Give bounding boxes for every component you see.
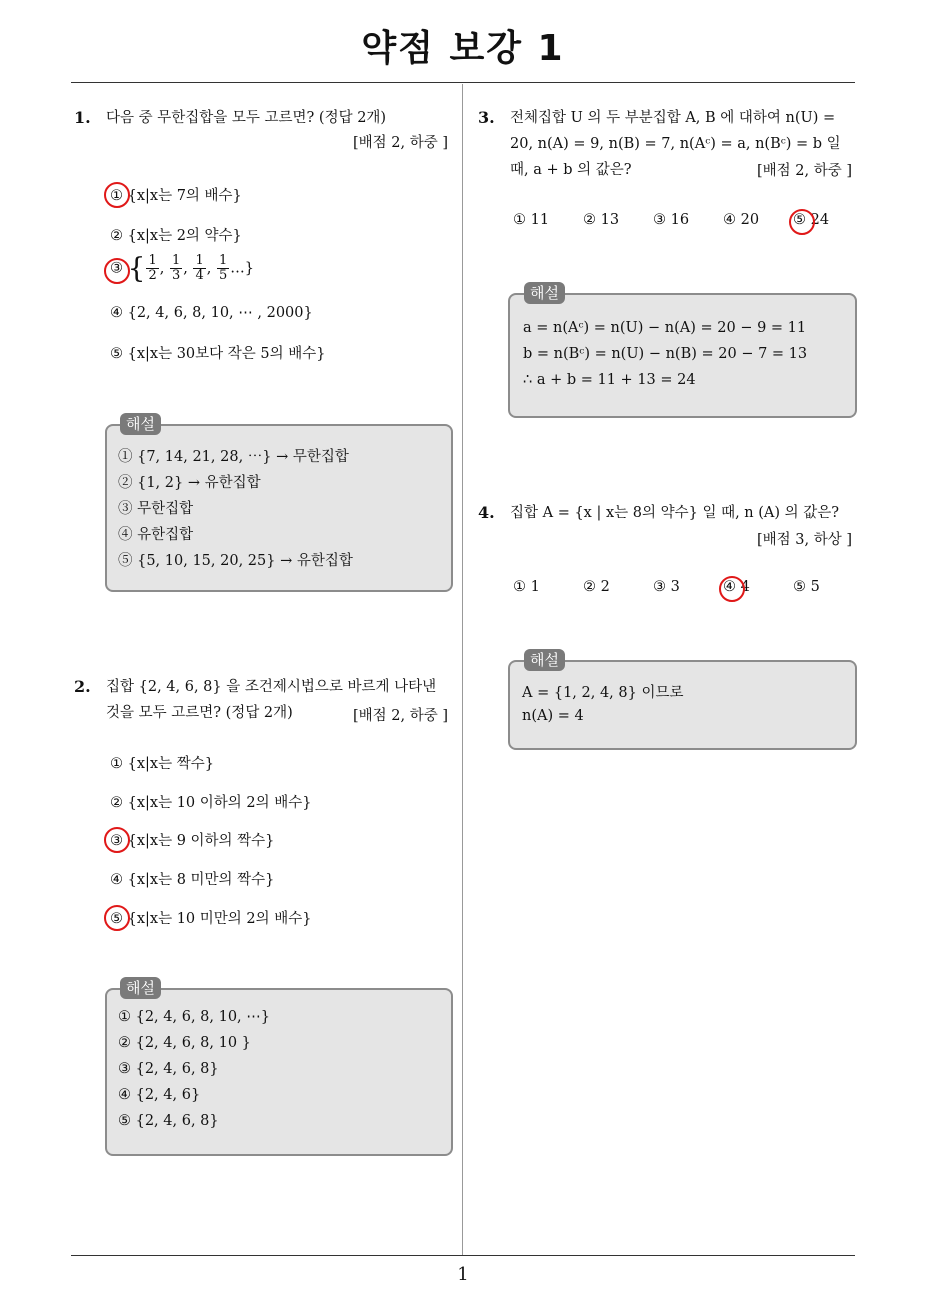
solution-line: ② {2, 4, 6, 8, 10 } (118, 1035, 251, 1051)
fraction: $\frac{1}{5}$ (218, 253, 228, 283)
answer-option[interactable] (110, 752, 214, 773)
option-marker: ③ (653, 212, 666, 228)
bottom-rule (71, 1255, 855, 1256)
solution-label: 해설 (120, 977, 161, 999)
answer-option[interactable] (110, 791, 311, 812)
option-marker: ④ (723, 212, 736, 228)
answer-option[interactable] (793, 579, 820, 595)
option-marker: ⑤ (110, 911, 123, 927)
option-text: {x|x는 짝수} (127, 756, 214, 772)
set-brace-close: …} (230, 260, 254, 277)
answer-option[interactable] (110, 305, 313, 321)
answer-option[interactable] (110, 868, 274, 889)
answer-option[interactable] (110, 907, 311, 928)
option-marker: ① (513, 579, 526, 595)
question-text: 전체집합 U 의 두 부분집합 A, B 에 대하여 n(U) = (510, 110, 836, 126)
solution-line: ② {1, 2} → 유한집합 (118, 475, 261, 491)
column-divider (462, 84, 463, 1256)
fraction: $\frac{1}{3}$ (171, 253, 181, 283)
option-text: 24 (810, 212, 830, 228)
solution-label: 해설 (120, 413, 161, 435)
option-marker: ① (513, 212, 526, 228)
red-answer-circle (104, 258, 130, 284)
question-text: 것을 모두 고르면? (정답 2개) (106, 705, 293, 721)
option-marker: ④ (110, 305, 123, 321)
question-points: [배점 2, 하중 ] (756, 163, 852, 179)
option-marker: ① (110, 188, 123, 204)
red-answer-circle (104, 182, 130, 208)
solution-line: ⑤ {5, 10, 15, 20, 25} → 유한집합 (118, 553, 353, 569)
question-text: 집합 A = {x | x는 8의 약수} 일 때, n (A) 의 값은? (510, 505, 840, 521)
answer-option[interactable] (110, 342, 325, 363)
red-answer-circle (104, 905, 130, 931)
set-brace-open: { (127, 251, 146, 285)
option-marker: ① (110, 756, 123, 772)
option-text: 5 (810, 579, 820, 595)
option-text: 3 (670, 579, 680, 595)
question-points: [배점 3, 하상 ] (756, 532, 852, 548)
option-text: {x|x는 8 미만의 짝수} (127, 872, 275, 888)
option-text: {2, 4, 6, 8, 10, ⋯ , 2000} (127, 305, 313, 321)
question-number: 2. (74, 677, 91, 696)
option-marker: ③ (110, 833, 123, 849)
option-marker: ② (110, 228, 123, 244)
solution-line: ④ {2, 4, 6} (118, 1087, 201, 1103)
answer-option[interactable] (653, 579, 680, 595)
option-marker: ④ (723, 579, 736, 595)
question-text: 다음 중 무한집합을 모두 고르면? (정답 2개) (106, 110, 387, 126)
red-answer-circle (104, 827, 130, 853)
question-points: [배점 2, 하중 ] (352, 708, 448, 724)
option-text: 1 (530, 579, 540, 595)
answer-option[interactable] (583, 579, 610, 595)
answer-option[interactable] (110, 829, 274, 850)
option-marker: ⑤ (110, 346, 123, 362)
option-text: {x|x는 2의 약수} (127, 228, 242, 244)
solution-line: A = {1, 2, 4, 8} 이므로 (522, 685, 684, 701)
option-text: 2 (600, 579, 610, 595)
solution-line: n(A) = 4 (522, 708, 584, 724)
fraction: $\frac{1}{2}$ (148, 253, 157, 283)
solution-label: 해설 (524, 282, 565, 304)
option-text: 16 (670, 212, 690, 228)
answer-option[interactable]: ③ { $\frac{1}{2}$ , $\frac{1}{3}$ , $\frac{1}{4}$ , $\frac{1}{5}$ …} (110, 251, 254, 285)
option-text: {x|x는 30보다 작은 5의 배수} (127, 346, 326, 362)
answer-option[interactable] (513, 579, 540, 595)
page-number: 1 (457, 1264, 469, 1285)
fraction: $\frac{1}{4}$ (195, 253, 204, 283)
option-text: {x|x는 10 미만의 2의 배수} (127, 911, 312, 927)
answer-option[interactable] (653, 212, 689, 228)
solution-line: ③ {2, 4, 6, 8} (118, 1061, 219, 1077)
question-number: 4. (478, 503, 495, 522)
question-points: [배점 2, 하중 ] (352, 135, 448, 151)
solution-line: ∴ a + b = 11 + 13 = 24 (523, 372, 696, 388)
option-text: {x|x는 7의 배수} (127, 188, 242, 204)
option-text: {x|x는 9 이하의 짝수} (127, 833, 275, 849)
solution-line: ① {7, 14, 21, 28, ⋯} → 무한집합 (118, 449, 349, 465)
question-text: 20, n(A) = 9, n(B) = 7, n(Aᶜ) = a, n(Bᶜ) = b 일 (510, 136, 841, 152)
solution-line: a = n(Aᶜ) = n(U) − n(A) = 20 − 9 = 11 (523, 320, 807, 336)
option-marker: ③ (110, 260, 123, 277)
option-marker: ② (583, 579, 596, 595)
question-number: 1. (74, 108, 91, 127)
option-text: 13 (600, 212, 620, 228)
solution-line: ① {2, 4, 6, 8, 10, ⋯} (118, 1009, 271, 1025)
solution-line: ⑤ {2, 4, 6, 8} (118, 1113, 219, 1129)
option-text: 4 (740, 579, 750, 595)
top-rule (71, 82, 855, 83)
option-text: 11 (530, 212, 550, 228)
question-text: 때, a + b 의 값은? (510, 162, 632, 178)
option-marker: ③ (653, 579, 666, 595)
red-answer-circle (719, 576, 745, 602)
question-text: 집합 {2, 4, 6, 8} 을 조건제시법으로 바르게 나타낸 (106, 679, 437, 695)
answer-option[interactable] (723, 212, 759, 228)
solution-line: ④ 유한집합 (118, 527, 194, 543)
option-marker: ④ (110, 872, 123, 888)
red-answer-circle (789, 209, 815, 235)
option-marker: ② (110, 795, 123, 811)
answer-option[interactable] (513, 212, 549, 228)
solution-box (508, 660, 857, 750)
question-number: 3. (478, 108, 495, 127)
answer-option[interactable] (110, 224, 242, 245)
option-text: {x|x는 10 이하의 2의 배수} (127, 795, 312, 811)
solution-label: 해설 (524, 649, 565, 671)
solution-line: ③ 무한집합 (118, 501, 194, 517)
page-title: 약점 보강 1 (361, 28, 565, 69)
option-marker: ② (583, 212, 596, 228)
option-marker: ⑤ (793, 212, 806, 228)
option-marker: ⑤ (793, 579, 806, 595)
answer-option[interactable] (583, 212, 619, 228)
solution-line: b = n(Bᶜ) = n(U) − n(B) = 20 − 7 = 13 (523, 346, 808, 362)
option-text: 20 (740, 212, 760, 228)
